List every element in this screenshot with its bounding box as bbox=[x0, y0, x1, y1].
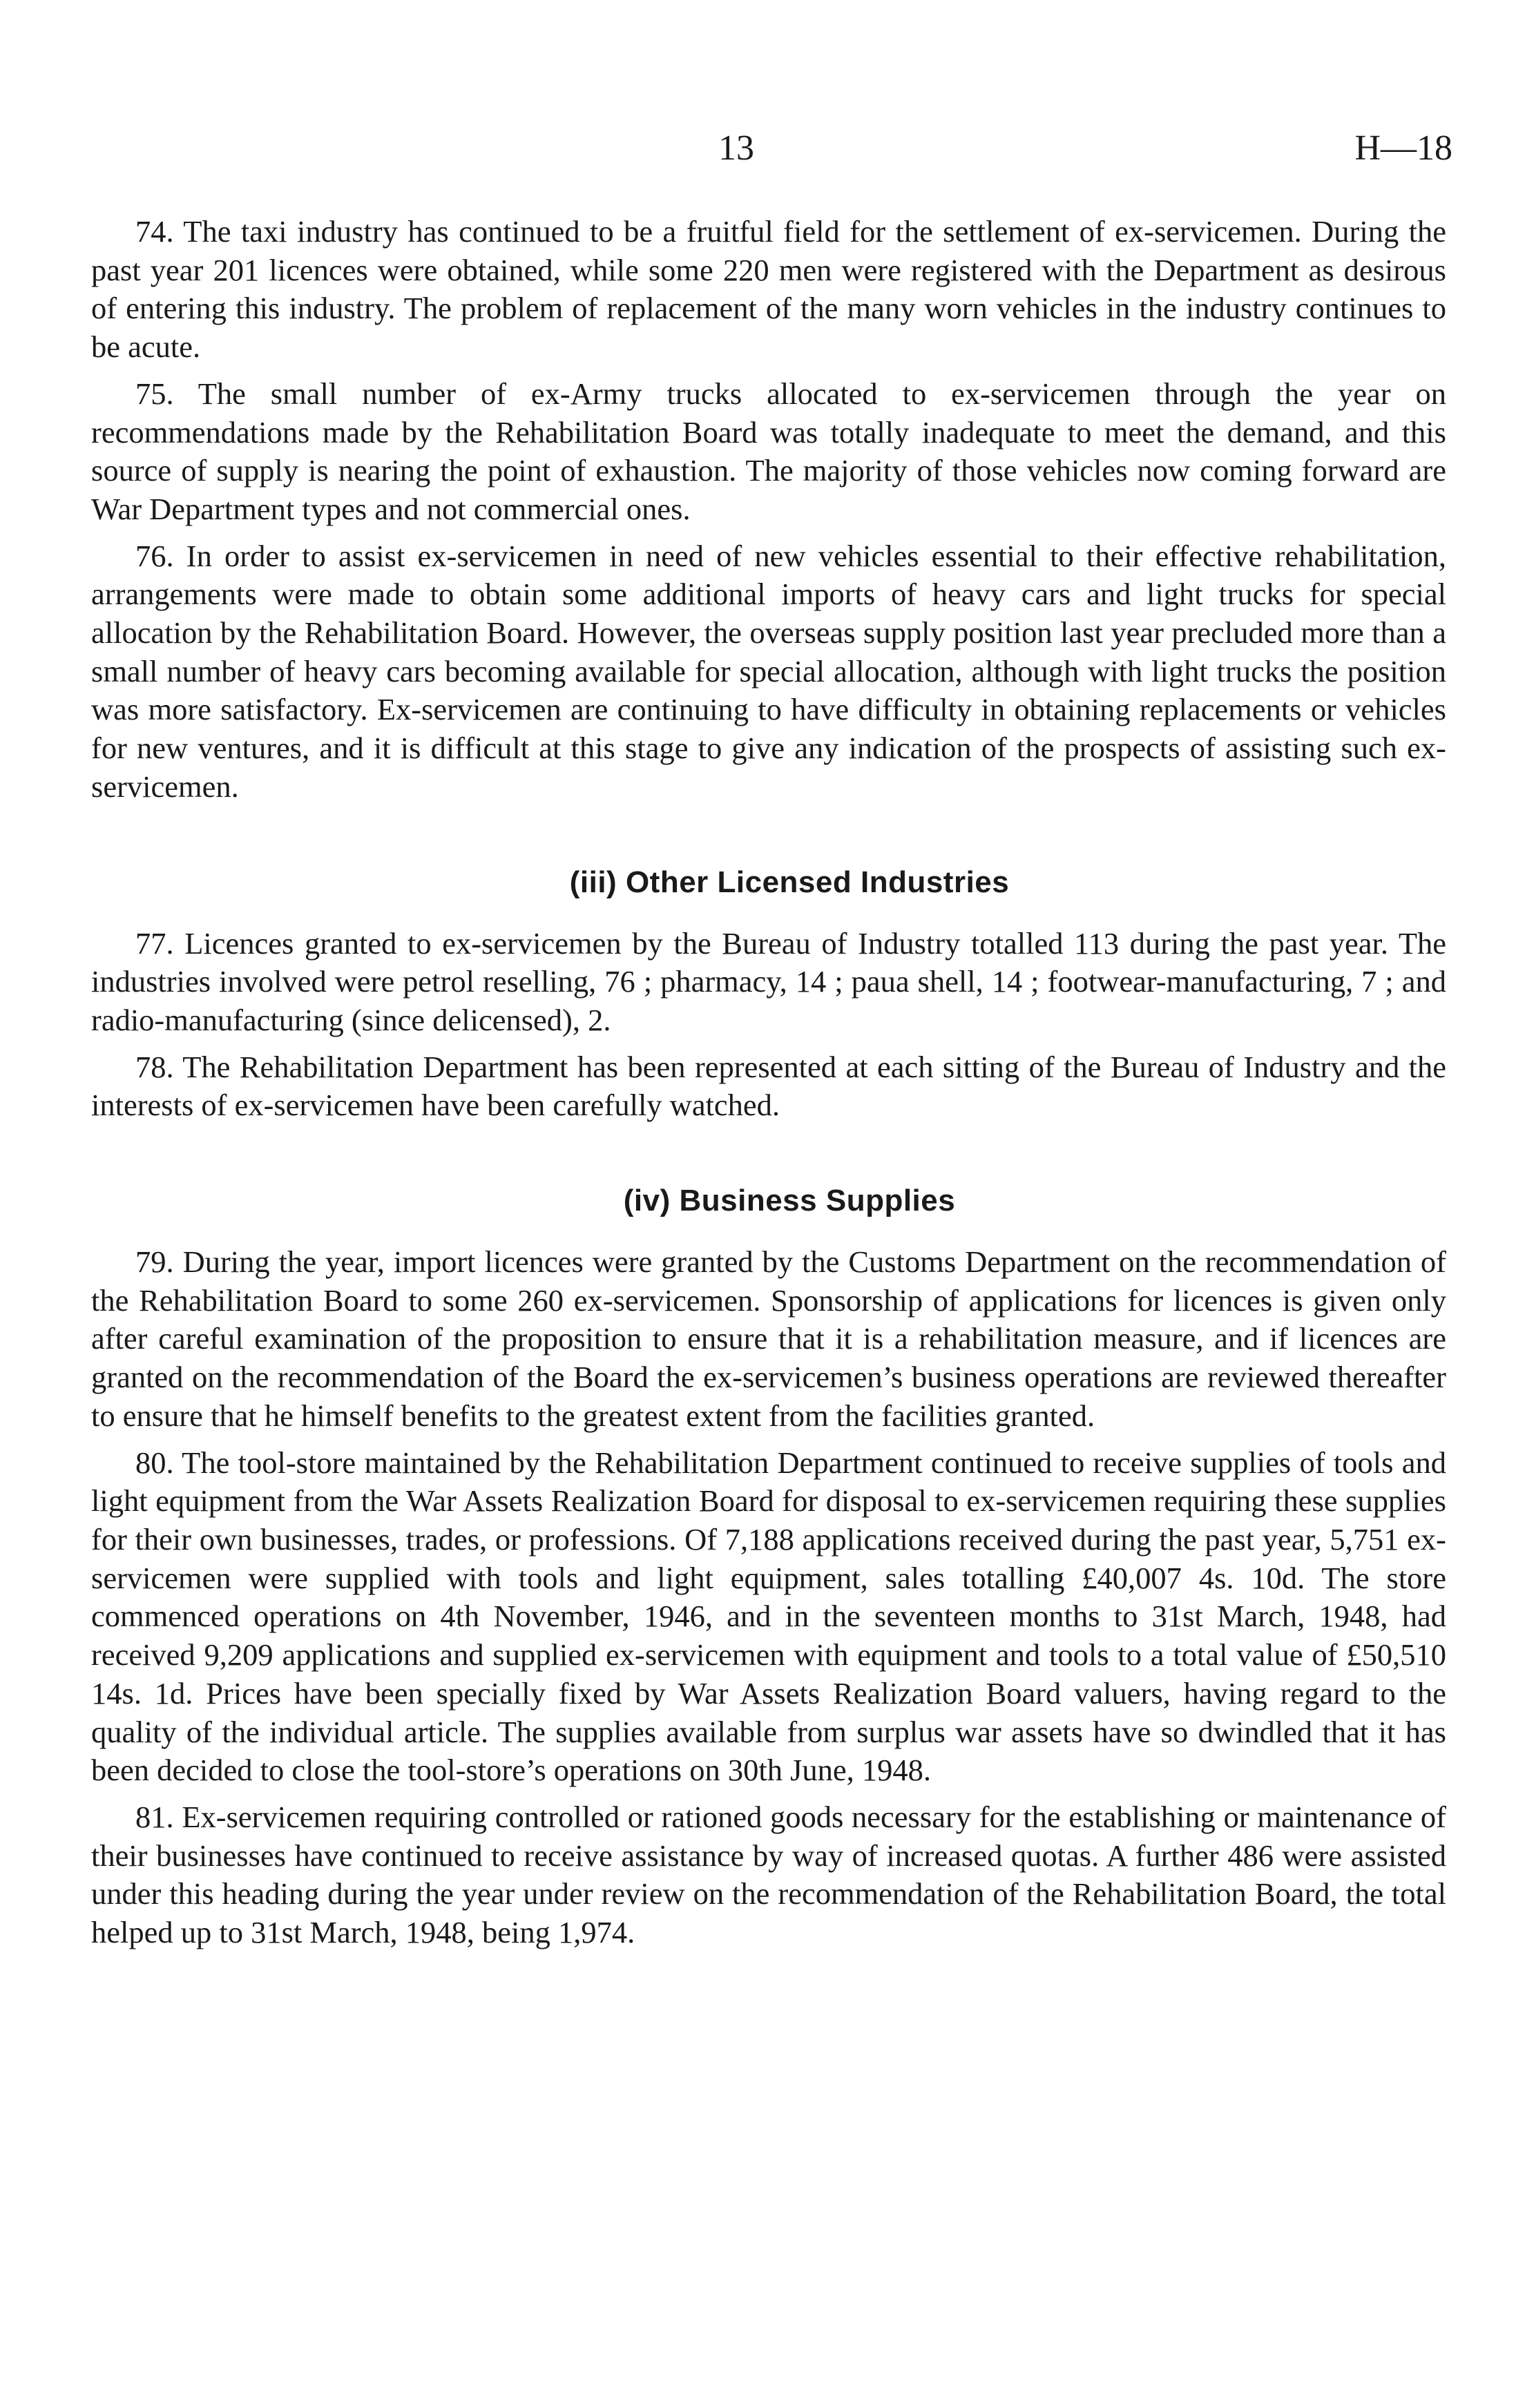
section-heading-business-supplies: (iv) Business Supplies bbox=[623, 1184, 956, 1218]
paragraph-77: 77. Licences granted to ex-servicemen by the Bureau of Industry totalled 113 during the past year. The industries involved were petrol reselling, 76 ; pharmacy, 14 ; paua shell, 14 ; footwear-manufacturing, 7 ; and radio-manufacturing (since delicensed), 2. bbox=[91, 925, 1446, 1037]
paragraph-81: 81. Ex-servicemen requiring controlled or rationed goods necessary for the establishing or maintenance of their businesses have continued to receive assistance by way of increased quotas. A further 486 were assisted under this heading during the year under review on the recommendation of the Rehabilitation Board, the total helped up to 31st March, 1948, being 1,974. bbox=[91, 1799, 1446, 1950]
page-number: 13 bbox=[718, 128, 754, 168]
paragraph-80: 80. The tool-store maintained by the Rehabilitation Department continued to receive supplies of tools and light equipment from the War Assets Realization Board for disposal to ex-servicemen requiring these supplies for their own businesses, trades, or professions. Of 7,188 applications received during the past year, 5,751 ex-servicemen were supplied with tools and light equipment, sales totalling £40,007 4s. 10d. The store commenced operations on 4th November, 1946, and in the seventeen months to 31st March, 1948, had received 9,209 applications and supplied ex-servicemen with equipment and tools to a total value of £50,510 14s. 1d. Prices have been specially fixed by War Assets Realization Board valuers, having regard to the quality of the individual article. The supplies available from surplus war assets have so dwindled that it has been decided to close the tool-store’s operations on 30th June, 1948. bbox=[91, 1445, 1446, 1788]
paragraph-76: 76. In order to assist ex-servicemen in need of new vehicles essential to their effective rehabilitation, arrangements were made to obtain some additional imports of heavy cars and light trucks for special allocation by the Rehabilitation Board. However, the overseas supply position last year precluded more than a small number of heavy cars becoming available for special allocation, although with light trucks the position was more satisfactory. Ex-servicemen are continuing to have difficulty in obtaining replacements or vehicles for new ventures, and it is difficult at this stage to give any indication of the prospects of assisting such ex-servicemen. bbox=[91, 538, 1446, 804]
document-reference: H—18 bbox=[1354, 128, 1452, 168]
section-heading-other-licensed-industries: (iii) Other Licensed Industries bbox=[569, 865, 1010, 899]
paragraph-78: 78. The Rehabilitation Department has been represented at each sitting of the Bureau of Industry and the interests of ex-servicemen have been carefully watched. bbox=[91, 1049, 1446, 1123]
paragraph-75: 75. The small number of ex-Army trucks allocated to ex-servicemen through the year on recommendations made by the Rehabilitation Board was totally inadequate to meet the demand, and this source of supply is nearing the point of exhaustion. The majority of those vehicles now coming forward are War Department types and not commercial ones. bbox=[91, 376, 1446, 526]
page-header bbox=[0, 124, 1516, 173]
paragraph-74: 74. The taxi industry has continued to be a fruitful field for the settlement of ex-servicemen. During the past year 201 licences were obtained, while some 220 men were registered with the Department as desirous of entering this industry. The problem of replacement of the many worn vehicles in the industry continues to be acute. bbox=[91, 214, 1446, 365]
page-body bbox=[91, 213, 1446, 1961]
paragraph-79: 79. During the year, import licences were granted by the Customs Department on the recommendation of the Rehabilitation Board to some 260 ex-servicemen. Sponsorship of applications for licences is given only after careful examination of the proposition to ensure that it is a rehabilitation measure, and if licences are granted on the recommendation of the Board the ex-servicemen’s business operations are reviewed thereafter to ensure that he himself benefits to the greatest extent from the facilities granted. bbox=[91, 1244, 1446, 1433]
